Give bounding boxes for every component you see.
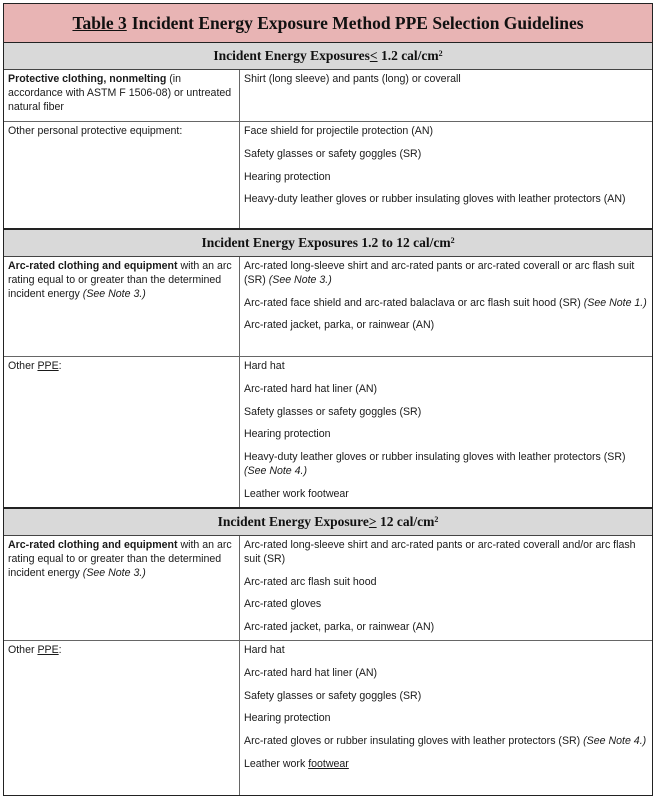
row-items xyxy=(240,536,652,640)
list-item: Heavy-duty leather gloves or rubber insulating gloves with leather protectors (AN) xyxy=(244,193,626,206)
table-title xyxy=(3,3,653,43)
section-heading: Incident Energy Exposure > 12 cal/cm $^2$ xyxy=(4,509,652,536)
section-mid-energy xyxy=(3,229,653,508)
list-item: Hearing protection xyxy=(244,428,331,441)
ppe-table xyxy=(3,3,653,805)
list-item: Leather work footwear xyxy=(244,757,349,770)
list-item: Arc-rated long-sleeve shirt and arc-rated pants or arc-rated coverall and/or arc flash suit (SR) xyxy=(244,539,636,565)
row-items xyxy=(240,641,652,795)
table-row xyxy=(4,357,652,507)
list-item: Hard hat xyxy=(244,644,285,656)
table-row xyxy=(4,122,652,228)
row-category: Other PPE: xyxy=(4,357,240,507)
section-high-energy xyxy=(3,508,653,796)
list-item: Hearing protection xyxy=(244,712,331,725)
list-item: Face shield for projectile protection (AN) xyxy=(244,125,434,137)
list-item: Hard hat xyxy=(244,360,285,372)
table-row xyxy=(4,536,652,641)
row-category: Other PPE: xyxy=(4,641,240,795)
list-item: Arc-rated hard hat liner (AN) xyxy=(244,382,378,395)
list-item: Arc-rated long-sleeve shirt and arc-rated pants or arc-rated coverall or arc flash suit (SR) (See Note 3.) xyxy=(244,260,635,286)
row-items xyxy=(240,122,652,228)
list-item: Leather work footwear xyxy=(244,487,349,500)
row-items xyxy=(240,257,652,356)
list-item: Safety glasses or safety goggles (SR) xyxy=(244,405,422,418)
list-item: Safety glasses or safety goggles (SR) xyxy=(244,689,422,702)
list-item: Heavy-duty leather gloves or rubber insulating gloves with leather protectors (SR) (See Note 4.) xyxy=(244,451,626,477)
list-item: Safety glasses or safety goggles (SR) xyxy=(244,147,422,160)
section-heading: Incident Energy Exposures 1.2 to 12 cal/cm $^2$ xyxy=(4,230,652,257)
section-low-energy xyxy=(3,43,653,229)
table-number: Table 3 xyxy=(72,12,127,33)
list-item: Arc-rated face shield and arc-rated balaclava or arc flash suit hood (SR) (See Note 1.) xyxy=(244,296,647,309)
list-item: Arc-rated arc flash suit hood xyxy=(244,575,377,588)
row-category: Arc-rated clothing and equipment with an arc rating equal to or greater than the determined incident energy (See Note 3.) xyxy=(4,257,240,356)
list-item: Arc-rated hard hat liner (AN) xyxy=(244,666,378,679)
list-item: Arc-rated jacket, parka, or rainwear (AN) xyxy=(244,621,435,634)
row-items xyxy=(240,357,652,507)
table-row xyxy=(4,70,652,122)
table-row xyxy=(4,257,652,357)
row-category: Arc-rated clothing and equipment with an arc rating equal to or greater than the determined incident energy (See Note 3.) xyxy=(4,536,240,640)
table-title-text: Incident Energy Exposure Method PPE Selection Guidelines xyxy=(131,12,584,33)
row-items xyxy=(240,70,652,121)
section-heading: Incident Energy Exposures < 1.2 cal/cm $^2$ xyxy=(4,43,652,70)
row-category: Protective clothing, nonmelting (in accordance with ASTM F 1506-08) or untreated natural fiber xyxy=(4,70,240,121)
list-item: Arc-rated jacket, parka, or rainwear (AN) xyxy=(244,319,435,332)
table-row xyxy=(4,641,652,795)
list-item: Hearing protection xyxy=(244,170,331,183)
row-category: Other personal protective equipment: xyxy=(4,122,240,228)
list-item: Shirt (long sleeve) and pants (long) or coverall xyxy=(244,73,461,85)
list-item: Arc-rated gloves or rubber insulating gloves with leather protectors (SR) (See Note 4.) xyxy=(244,735,647,748)
list-item: Arc-rated gloves xyxy=(244,598,322,611)
